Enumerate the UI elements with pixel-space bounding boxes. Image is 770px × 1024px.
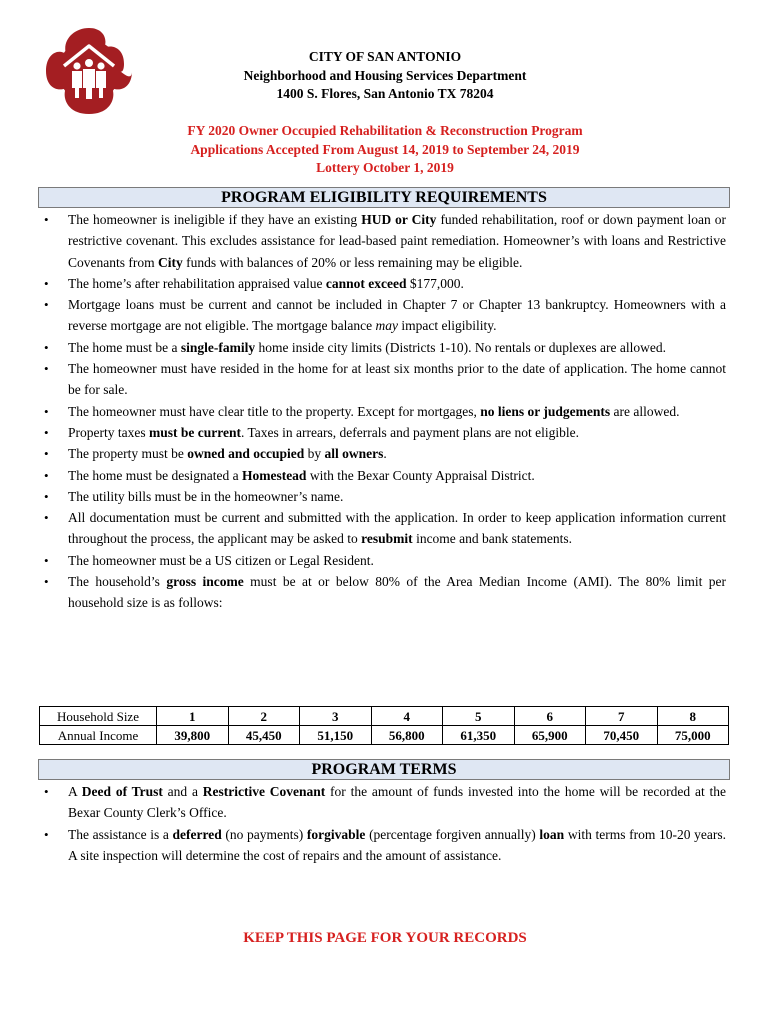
- annual-income-label: Annual Income: [40, 726, 157, 745]
- eligibility-requirements-list: [40, 209, 726, 614]
- bold-text: single-family: [180, 339, 256, 355]
- household-size-cell: 4: [371, 707, 443, 726]
- bold-text: must be current: [148, 424, 241, 440]
- terms-section-title: PROGRAM TERMS: [38, 759, 730, 780]
- text-run: impact eligibility.: [398, 318, 497, 334]
- lottery-date: Lottery October 1, 2019: [316, 160, 454, 175]
- household-size-cell: 7: [586, 707, 658, 726]
- text-run: with the Bexar County Appraisal District.: [306, 467, 535, 483]
- eligibility-requirement-item: [40, 550, 726, 571]
- bold-text: forgivable: [306, 826, 366, 842]
- household-size-cell: 8: [657, 707, 729, 726]
- annual-income-cell: 45,450: [228, 726, 300, 745]
- text-run: Mortgage loans must be current and cannot be included in Chapter 7 or Chapter 13 bankruptcy. Homeowners with a reverse mortgage are not eligible. The mortgage balance: [68, 297, 726, 334]
- bold-text: Deed of Trust: [81, 784, 163, 799]
- text-run: The home must be a: [68, 339, 181, 355]
- logo-family: [72, 59, 106, 99]
- annual-income-cell: 51,150: [300, 726, 372, 745]
- bold-text: all owners: [324, 446, 384, 462]
- text-run: and a: [162, 784, 203, 799]
- household-size-cell: 1: [157, 707, 229, 726]
- text-run: The homeowner must have resided in the home for at least six months prior to the date of application. The home cannot be for sale.: [68, 361, 726, 398]
- text-run: The home must be designated a: [68, 467, 242, 483]
- text-run: The assistance is a: [68, 826, 173, 842]
- bold-text: deferred: [172, 826, 222, 842]
- eligibility-requirement-item: [40, 422, 726, 443]
- program-title: FY 2020 Owner Occupied Rehabilitation & Reconstruction Program: [187, 123, 583, 138]
- application-dates: Applications Accepted From August 14, 2019 to September 24, 2019: [190, 141, 580, 157]
- household-size-cell: 3: [300, 707, 372, 726]
- bold-text: cannot exceed: [325, 275, 407, 291]
- eligibility-requirement-item: [40, 571, 726, 614]
- city-seal-logo: [44, 26, 134, 116]
- keep-records-notice: KEEP THIS PAGE FOR YOUR RECORDS: [243, 930, 527, 946]
- bold-text: resubmit: [361, 531, 413, 547]
- department-address: 1400 S. Flores, San Antonio TX 78204: [276, 86, 494, 101]
- annual-income-cell: 65,900: [514, 726, 586, 745]
- text-run: with terms from 10-20 years. A site inspection will determine the cost of repairs and the amount of assistance.: [68, 826, 726, 863]
- bold-text: Restrictive Covenant: [202, 784, 326, 799]
- annual-income-cell: 56,800: [371, 726, 443, 745]
- text-run: The homeowner must have clear title to the property. Except for mortgages,: [68, 403, 481, 419]
- text-run: $177,000.: [406, 275, 464, 291]
- annual-income-cell: 75,000: [657, 726, 729, 745]
- text-run: . Taxes in arrears, deferrals and payment plans are not eligible.: [240, 424, 580, 440]
- bold-text: no liens or judgements: [480, 403, 611, 419]
- eligibility-requirement-item: [40, 337, 726, 358]
- eligibility-requirement-item: [40, 294, 726, 337]
- eligibility-requirement-item: [40, 486, 726, 507]
- program-term-item: [40, 824, 726, 867]
- eligibility-requirement-item: [40, 465, 726, 486]
- bold-text: Homestead: [241, 467, 307, 483]
- text-run: must be at or below 80% of the Area Median Income (AMI). The 80% limit per household size is as follows:: [68, 574, 726, 611]
- text-run: Property taxes: [68, 424, 149, 440]
- bold-text: HUD or City: [361, 212, 437, 227]
- text-run: The homeowner is ineligible if they have an existing: [68, 212, 362, 227]
- text-run: income and bank statements.: [412, 531, 573, 547]
- text-run: The household’s: [68, 574, 167, 590]
- text-run: All documentation must be current and submitted with the application. In order to keep application information current throughout the process, the applicant may be asked to: [68, 510, 726, 547]
- annual-income-cell: 39,800: [157, 726, 229, 745]
- text-run: The home’s after rehabilitation appraised value: [68, 275, 326, 291]
- eligibility-requirement-item: [40, 209, 726, 273]
- eligibility-requirement-item: [40, 358, 726, 401]
- income-limits-table: [39, 706, 729, 745]
- eligibility-section-title: PROGRAM ELIGIBILITY REQUIREMENTS: [38, 187, 730, 208]
- city-name: CITY OF SAN ANTONIO: [308, 49, 462, 64]
- department-name: Neighborhood and Housing Services Department: [243, 67, 527, 83]
- eligibility-requirement-item: [40, 507, 726, 550]
- program-terms-list: [40, 781, 726, 866]
- household-size-cell: 5: [443, 707, 515, 726]
- text-run: The property must be: [68, 446, 188, 462]
- text-run: .: [383, 446, 387, 462]
- text-run: The utility bills must be in the homeowner’s name.: [68, 488, 344, 504]
- text-run: for the amount of funds invested into the home will be recorded at the Bexar County Clerk’s Office.: [68, 784, 726, 821]
- household-size-label: Household Size: [40, 707, 157, 726]
- bold-text: gross income: [166, 574, 244, 590]
- text-run: (percentage forgiven annually): [365, 826, 540, 842]
- annual-income-row: [40, 726, 729, 745]
- eligibility-requirement-item: [40, 273, 726, 294]
- household-size-row: [40, 707, 729, 726]
- eligibility-requirement-item: [40, 401, 726, 422]
- bold-text: City: [158, 254, 183, 270]
- household-size-cell: 2: [228, 707, 300, 726]
- household-size-cell: 6: [514, 707, 586, 726]
- bold-text: owned and occupied: [187, 446, 305, 462]
- program-term-item: [40, 781, 726, 824]
- text-run: funds with balances of 20% or less remaining may be eligible.: [182, 254, 523, 270]
- bold-text: loan: [539, 826, 565, 842]
- program-info: [110, 122, 660, 178]
- eligibility-requirement-item: [40, 443, 726, 464]
- text-run: The homeowner must be a US citizen or Legal Resident.: [68, 552, 374, 568]
- text-run: (no payments): [221, 826, 307, 842]
- text-run: by: [304, 446, 325, 462]
- text-run: home inside city limits (Districts 1-10). No rentals or duplexes are allowed.: [255, 339, 667, 355]
- text-run: are allowed.: [610, 403, 680, 419]
- text-run: A: [68, 784, 82, 799]
- annual-income-cell: 70,450: [586, 726, 658, 745]
- italic-text: may: [375, 318, 398, 334]
- text-run: funded rehabilitation, roof or down payment loan or restrictive covenant. This excludes assistance for lead-based paint remediation. Homeowner’s with loans and Restrictive Covenants from: [68, 212, 726, 270]
- letterhead: [160, 48, 610, 104]
- annual-income-cell: 61,350: [443, 726, 515, 745]
